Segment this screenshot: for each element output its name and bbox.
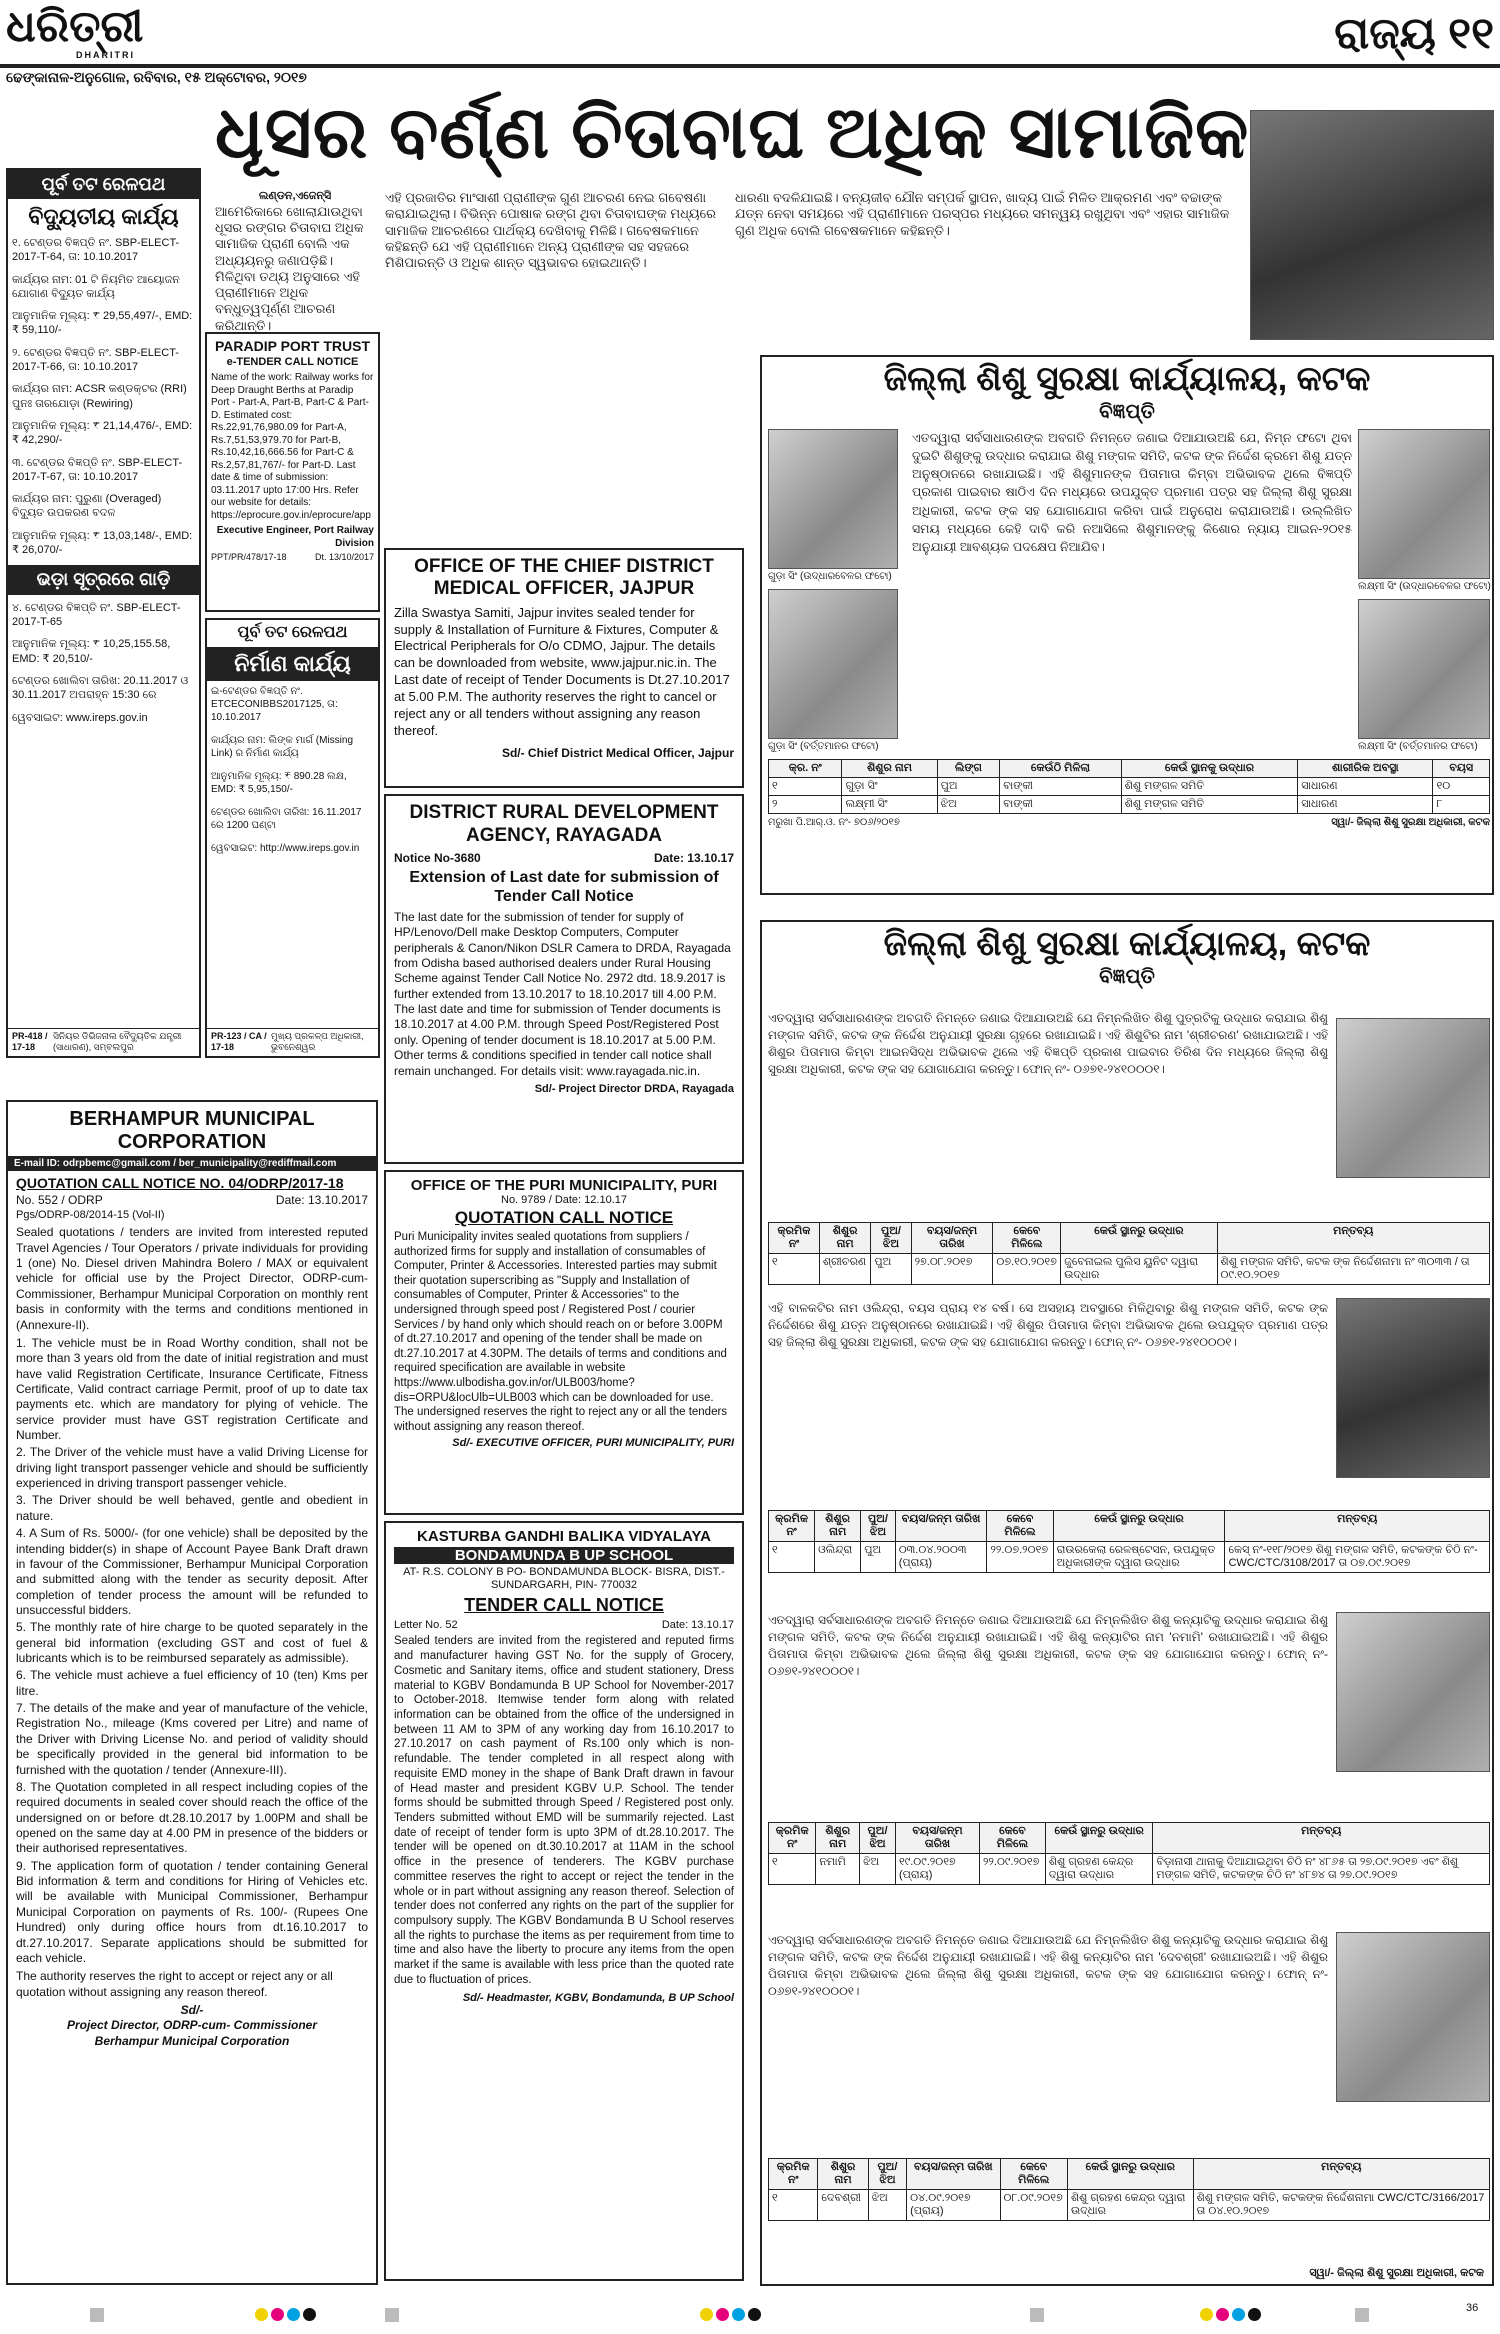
tender-item: ଟେଣ୍ଡର ଖୋଲିବା ତାରିଖ: 20.11.2017 ଓ 30.11.2017 ଅପରାହ୍ନ 15:30 ରେ [12,674,189,702]
table-header: କେଉଁ ସ୍ଥାନରୁ ଉଦ୍ଧାର [1053,1511,1225,1542]
bmc-sign [16,2003,368,2049]
table-header: ମନ୍ତବ୍ୟ [1217,1223,1489,1254]
color-dot [748,2308,761,2321]
logo-text: ଧରିତ୍ରୀ [6,2,144,51]
bmc-point: 7. The details of the make and year of manufacture of the vehicle, Registration No., mileage (Kms covered per Litre) and name of the Driver with Driving License No. and period of validity should be specifically provided in the general bid information to be furnished with the quotation / tender (Annexure-III). [16,1701,368,1777]
table-header: ପୁଅ/ଝିଅ [868,2159,906,2190]
paradip-title: PARADIP PORT TRUST [214,338,371,354]
color-dot [303,2308,316,2321]
color-dot [1200,2308,1213,2321]
table-row [769,796,1490,814]
table-header: ଶିଶୁର ନାମ [816,1823,860,1854]
dcpu1-footer [768,817,1490,828]
color-dot [287,2308,300,2321]
table-cell: ଶ୍ରୀଚରଣ [819,1254,871,1285]
infant-photo-shricharan [1336,1018,1490,1178]
table-cell: ଶିଶୁ ଗ୍ରହଣ କେନ୍ଦ୍ର ଦ୍ୱାରା ଉଦ୍ଧାର [1045,1854,1152,1885]
photo-caption: ଲକ୍ଷ୍ମୀ ସିଂ (ଉଦ୍ଧାରବେଳର ଫଟୋ) [1358,581,1491,592]
table-cell: ଲକ୍ଷ୍ମୀ ସିଂ [842,796,937,814]
table-header: ପୁଅ/ଝିଅ [860,1823,896,1854]
table-cell: ୧ [769,1542,815,1573]
dcpu2-sign: ସ୍ୱା/- ଜିଲ୍ଲା ଶିଶୁ ସୁରକ୍ଷା ଅଧିକାରୀ, କଟକ [1309,2267,1484,2279]
table-header: ବୟସ/ଜନ୍ମ ତାରିଖ [895,1511,987,1542]
drda-sign: Sd/- Project Director DRDA, Rayagada [534,1082,734,1095]
puri-municipality-ad [384,1170,744,1515]
bmc-ref-row [16,1193,368,1208]
table-cell: ବାଙ୍କୀ [1000,796,1121,814]
color-dot [1248,2308,1261,2321]
byline: ଲଣ୍ଡନ,ଏଜେନ୍ସି [258,190,332,202]
table-cell: ପୁଅ [871,1254,911,1285]
dcpu2-s4-table [768,2158,1490,2221]
table-header: କ୍ରମିକ ନଂ [769,1511,815,1542]
table-header-row [769,1511,1490,1542]
cmyk-dots [255,2308,319,2326]
table-cell: ୧ [769,1254,820,1285]
table-header: କେଉଁ ସ୍ଥାନକୁ ଉଦ୍ଧାର [1121,760,1298,778]
table-header: ଶିଶୁର ନାମ [819,1223,871,1254]
dcpu1-subtitle: ବିଜ୍ଞପ୍ତି [1099,401,1155,423]
drda-title: DISTRICT RURAL DEVELOPMENT AGENCY, RAYAGADA [409,802,719,846]
table-cell: ୦୪.୦୯.୨୦୧୭ (ପ୍ରାୟ) [907,2190,1000,2221]
logo-subtext: DHARITRI [76,50,135,60]
table-cell: ୨୨.୦୭.୨୦୧୭ [987,1542,1053,1573]
kgbv-date: Date: 13.10.17 [661,1619,734,1632]
ecor-construction-ad [205,618,380,1058]
table-header: ଶିଶୁର ନାମ [842,760,937,778]
paradip-port-ad [205,332,380,612]
ecor2-title: ପୂର୍ବ ତଟ ରେଳପଥ [237,624,348,641]
kgbv-subtitle: TENDER CALL NOTICE [464,1595,664,1616]
dcpu2-s2-body: ଏହି ବାଳକଟିର ନାମ ଓଲିନ୍ଦ୍ରା, ବୟସ ପ୍ରାୟ ୧୪ ବର୍ଷ। ସେ ଅସହାୟ ଅବସ୍ଥାରେ ମିଳିଥିବାରୁ ଶିଶୁ ମଙ୍ଗଳ ସମିତି, କଟକ ଙ୍କ ନିର୍ଦ୍ଦେଶରେ ଶିଶୁ ଯତ୍ନ ଅନୁଷ୍ଠାନରେ ରଖାଯାଇଛି। ଏହି ଶିଶୁର ପିତାମାତା କିମ୍ବା ଅଭିଭାବକ ଥିଲେ ଉପଯୁକ୍ତ ପ୍ରମାଣ ପତ୍ର ସହ ଜିଲ୍ଲା ଶିଶୁ ସୁରକ୍ଷା ଅଧିକାରୀ, କଟକ ଙ୍କ ସହ ଯୋଗାଯୋଗ କରନ୍ତୁ। ଫୋନ୍ ନଂ- ୦୬୭୧-୨୪୧୦୦୦୧। [768,1301,1328,1350]
table-header: ମନ୍ତବ୍ୟ [1193,2159,1489,2190]
table-header: କେଉଁଠି ମିଳିଲା [1000,760,1121,778]
color-dot [1232,2308,1245,2321]
tender-item: ୩. ଟେଣ୍ଡର ବିଜ୍ଞପ୍ତି ନଂ. SBP-ELECT-2017-T-67, ତା: 10.10.2017 [12,456,183,483]
table-header: ବୟସ [1433,760,1490,778]
table-header: ଶିଶୁର ନାମ [818,2159,868,2190]
kgbv-title: KASTURBA GANDHI BALIKA VIDYALAYA [417,1528,711,1545]
kgbv-ref-row [394,1619,734,1631]
table-row [769,778,1490,796]
infant-photo-debashree [1336,1932,1490,2102]
table-header-row [769,1823,1490,1854]
table-header: ଲିଙ୍ଗ [937,760,1000,778]
photo-caption: ଗୁଡ଼ା ସିଂ (ଉଦ୍ଧାରବେଳର ଫଟୋ) [768,571,892,582]
tender-item: ୧. ଟେଣ୍ଡର ବିଜ୍ଞପ୍ତି ନଂ. SBP-ELECT-2017-T-64, ତା: 10.10.2017 [12,236,180,264]
bmc-point: 2. The Driver of the vehicle must have a valid Driving License for driving light transport passenger vehicle and should be sufficiently experienced in driving transport passenger vehicle. [16,1445,368,1491]
dcpu1-ref: ମରୁଖା ପି.ଆର୍.ଓ. ନଂ- ୭୦୬/୨୦୧୭ [768,817,900,828]
lead-story-text-1: ଆମେରିକାରେ ଖୋଲାଯାଉଥିବା ଧୂସର ରଙ୍ଗର ଚିତାବାଘ ଅଧିକ ସାମାଜିକ ପ୍ରାଣୀ ବୋଲି ଏକ ଅଧ୍ୟୟନରୁ ଜଣାପଡ଼ିଛି। ମିଳିଥିବା ତଥ୍ୟ ଅନୁସାରେ ଏହି ପ୍ରାଣୀମାନେ ଅଧିକ ବନ୍ଧୁତ୍ୱପୂର୍ଣ୍ଣ ଆଚରଣ କରିଥାନ୍ତି। [215,203,364,333]
table-cell: ସାଧାରଣ [1298,796,1433,814]
kgbv-school-name: BONDAMUNDA B UP SCHOOL [394,1547,734,1564]
table-cell: ବାଙ୍କୀ [1000,778,1121,796]
child-photo-laxmi-current [1358,599,1490,739]
bmc-sign-line: Sd/- [180,2002,204,2017]
table-cell: ଗୁଡ଼ା ସିଂ [842,778,937,796]
bmc-intro: Sealed quotations / tenders are invited from interested reputed Travel Agencies / Tour Operators / private individuals for providing 1 (one) No. Diesel driven Mahindra Bolero / MAX or equivalent vehicle for official use by the Project Director, ODRP-cum-Commissioner, Berhampur Municipal Corporation on monthly rent basis in conformity with the terms and conditions mentioned in (Annexure-II). [16,1225,368,1332]
cdmo-sign: Sd/- Chief District Medical Officer, Jajpur [501,745,734,760]
table-cell: ୦୭.୧୦.୨୦୧୭ [993,1254,1061,1285]
cdmo-title: OFFICE OF THE CHIEF DISTRICT MEDICAL OFFICER, JAJPUR [414,556,714,599]
dcpu2-s1-body: ଏତଦ୍ୱାରା ସର୍ବସାଧାରଣଙ୍କ ଅବଗତି ନିମନ୍ତେ ଜଣାଇ ଦିଆଯାଉଅଛି ଯେ ନିମ୍ନଲିଖିତ ଶିଶୁ ପୁତ୍ରଟିକୁ ଉଦ୍ଧାର କରାଯାଇ ଶିଶୁ ମଙ୍ଗଳ ସମିତି, କଟକ ଙ୍କ ନିର୍ଦ୍ଦେଶ ଅନୁଯାୟୀ ସୁରକ୍ଷା ଗୃହରେ ରଖାଯାଇଛି। ଏହି ଶିଶୁଟିର ନାମ 'ଶ୍ରୀଚରଣ' ରଖାଯାଇଅଛି। ଏହି ଶିଶୁର ପିତାମାତା କିମ୍ବା ଆଇନସିଦ୍ଧ ଅଭିଭାବକ ଥିଲେ ଏହି ବିଜ୍ଞପ୍ତି ପ୍ରକାଶ ପାଇବାର ତିରିଶ ଦିନ ମଧ୍ୟରେ ଜିଲ୍ଲା ଶିଶୁ ସୁରକ୍ଷା ଅଧିକାରୀ, କଟକ ଙ୍କ ସହ ଯୋଗାଯୋଗ କରନ୍ତୁ। ଫୋନ୍ ନଂ- ୦୬୭୧-୨୪୧୦୦୦୧। [768,1011,1328,1077]
bmc-point: 8. The Quotation completed in all respect including copies of the required documents in sealed cover should reach the office of the undersigned on or before dt.28.10.2017 by 1.00PM and shall be opened on the same day at 4.00 PM in presence of the bidders or their authorised representatives. [16,1779,368,1856]
pr-number: PR-123 / CA / 17-18 [211,1030,267,1053]
table-header: କେଉଁ ସ୍ଥାନରୁ ଉଦ୍ଧାର [1061,1223,1217,1254]
tender-item: କାର୍ଯ୍ୟର ନାମ: ପୁରୁଣା (Overaged) ବିଦ୍ୟୁତ ଉପକରଣ ବଦଳ [12,493,162,520]
drda-ref-row [394,851,734,865]
bmc-closing: The authority reserves the right to accept or reject any or all quotation without assigning any reason thereof. [16,1969,333,1999]
dcpu2-subtitle: ବିଜ୍ଞପ୍ତି [1099,966,1155,988]
dcpu1-table [768,759,1490,828]
tender-item: ୪. ଟେଣ୍ଡର ବିଜ୍ଞପ୍ତି ନଂ. SBP-ELECT-2017-T-65 [12,601,181,629]
bmc-sign-line: Berhampur Municipal Corporation [94,2033,290,2048]
lead-story-col1 [215,190,375,340]
table-cell: ୧ [769,778,842,796]
table-header: କ୍ରମିକ ନଂ [769,1823,816,1854]
table-header: ମନ୍ତବ୍ୟ [1225,1511,1490,1542]
tender-item: କାର୍ଯ୍ୟର ନାମ: ACSR କଣ୍ଡକ୍ଟର (RRI) ପୁନଃ ତାରଯୋଡ଼ା (Rewiring) [12,383,187,410]
print-marks-bar [0,2296,1500,2334]
dcpu2-s4-body: ଏତଦ୍ୱାରା ସର୍ବସାଧାରଣଙ୍କ ଅବଗତି ନିମନ୍ତେ ଜଣାଇ ଦିଆଯାଉଅଛି ଯେ ନିମ୍ନଲିଖିତ ଶିଶୁ କନ୍ୟାଟିକୁ ଉଦ୍ଧାର କରାଯାଇ ଶିଶୁ ମଙ୍ଗଳ ସମିତି, କଟକ ଙ୍କ ନିର୍ଦ୍ଦେଶ ଅନୁଯାୟୀ ରଖାଯାଇଛି। ଏହି ଶିଶୁ କନ୍ୟାଟିର ନାମ 'ଦେବଶ୍ରୀ' ରଖାଯାଇଅଛି। ଏହି ଶିଶୁର ପିତାମାତା କିମ୍ବା ଅଭିଭାବକ ଥିଲେ ଜିଲ୍ଲା ଶିଶୁ ସୁରକ୍ଷା ଅଧିକାରୀ, କଟକ ଙ୍କ ସହ ଯୋଗାଯୋଗ କରନ୍ତୁ। ଫୋନ୍ ନଂ- ୦୬୭୧-୨୪୧୦୦୦୧। [768,1933,1328,1999]
puri-title: OFFICE OF THE PURI MUNICIPALITY, PURI [410,1177,718,1194]
paradip-sign: Executive Engineer, Port Railway Division [216,525,374,549]
color-dot [255,2308,268,2321]
table-header: ଶିଶୁର ନାମ [815,1511,861,1542]
cdmo-jajpur-ad [384,548,744,788]
bmc-point: 3. The Driver should be well behaved, gentle and obedient in nature. [16,1493,368,1523]
table-cell: ୧୯.୦୯.୨୦୧୭ (ପ୍ରାୟ) [896,1854,980,1885]
bmc-sign-line: Project Director, ODRP-cum- Commissioner [66,2018,318,2033]
table-header: କେବେ ମିଳିଲେ [993,1223,1061,1254]
tender-item: ଆନୁମାନିକ ମୂଲ୍ୟ: ₹ 10,25,155.58, EMD: ₹ 20,510/- [12,638,171,665]
child-photo-olindra [1336,1298,1490,1478]
color-dot [716,2308,729,2321]
registration-mark [1030,2308,1044,2322]
issuer: ମୁଖ୍ୟ ପ୍ରକଳ୍ପ ଅଧିକାରୀ, ଭୁବନେଶ୍ୱର [271,1030,364,1053]
table-row [769,1254,1490,1285]
ecor-tender-subtitle-2: ଭଡ଼ା ସୂତ୍ରରେ ଗାଡ଼ି [8,565,199,594]
bmc-date: Date: 13.10.2017 [275,1192,368,1207]
bmc-point: 6. The vehicle must achieve a fuel efficiency of 10 (ten) Kms per litre. [16,1668,368,1698]
ecor2-footer [207,1028,378,1056]
kgbv-body: Sealed tenders are invited from the registered and reputed firms and manufacturer having GST No. for the supply of Grocery, Cosmetic and Sanitary items, office and student stationery, Dress material to KGBV Bondamunda B UP School for November-2017 to October-2018. Itemwise tender form along with related information can be obtained from the office of the undersigned in between 11 AM to 3PM of any working day from 16.10.2017 to 27.10.2017 on cash payment of Rs.100 only which is non-refundable. The tender completed in all respect along with requisite EMD money in the shape of Bank Draft drawn in favour of Head master and president KGBV U.P. School. The tender forms should be submitted through Speed / Registered post only. Tenders submitted without EMD will be summarily rejected. Last date of receipt of tender form is upto 3PM of dt.28.10.2017. The tender will be opened on dt.30.10.2017 at 11AM in the school office in the presence of tenderers. The KGBV purchase committee reserves the right to accept or reject the tender in the whole or in part without assigning any reason thereof. Selection of tender does not conferred any rights on the part of the supplier for compulsory supply. The KGBV Bondamunda B U School reserves all the rights to purchase the items as per requirement from time to time and also have the liberty to procure any items from the open market if the same is available with less price than the quoted rate due to fluctuation of prices. [394,1635,734,1986]
tender-item: ୨. ଟେଣ୍ଡର ବିଜ୍ଞପ୍ତି ନଂ. SBP-ELECT-2017-T-66, ତା: 10.10.2017 [12,346,179,374]
table-cell: ଶିଶୁ ମଙ୍ଗଳ ସମିତି [1121,796,1298,814]
table-cell: ୨୨.୦୯.୨୦୧୭ [979,1854,1045,1885]
table-row [769,1542,1490,1573]
dcpu-notice-1 [760,355,1494,895]
table-cell: ଝିଅ [937,796,1000,814]
tender-item: ଆନୁମାନିକ ମୂଲ୍ୟ: ₹ 29,55,497/-, EMD: ₹ 59,110/- [12,310,193,337]
table-row [769,2190,1490,2221]
bmc-notice-no: QUOTATION CALL NOTICE NO. 04/ODRP/2017-18 [16,1175,344,1191]
issuer: ସିନିୟର ଡିଭିଜନାଲ ବୈଦ୍ୟୁତିକ ଯନ୍ତ୍ରୀ (ସାଧାରଣ), ସମ୍ବଲପୁର [52,1030,182,1053]
child-photo-guda-rescue [768,429,898,569]
registration-mark [385,2308,399,2322]
table-cell: ୧୦ [1433,778,1490,796]
table-cell: ଦେବଶ୍ରୀ [818,2190,868,2221]
leopard-cubs-photo [1250,110,1494,340]
drda-date: Date: 13.10.17 [653,850,734,865]
dcpu2-title: ଜିଲ୍ଲା ଶିଶୁ ସୁରକ୍ଷା କାର୍ଯ୍ୟାଳୟ, କଟକ [883,925,1371,963]
bmc-point: 1. The vehicle must be in Road Worthy condition, shall not be more than 3 years old from the date of initial registration and must have valid Registration Certificate, Insurance Certificate, Fitness Certificate, Valid contract carriage Permit, proof of up to date tax payments etc. which are mandatory for plying of vehicle. The service provider must have GST registration Certificate and Number. [16,1335,368,1443]
puri-sign: Sd/- EXECUTIVE OFFICER, PURI MUNICIPALITY, PURI [452,1437,734,1450]
table-cell: ଶିଶୁ ଗ୍ରହଣ କେନ୍ଦ୍ର ଦ୍ୱାରା ଉଦ୍ଧାର [1067,2190,1193,2221]
table-cell: ୨ [769,796,842,814]
table-header-row [769,1223,1490,1254]
ecor-tender-ad [6,168,201,1058]
color-dot [1216,2308,1229,2321]
table-cell: ୨୭.୦୮.୨୦୧୭ [911,1254,993,1285]
table-header: ବୟସ/ଜନ୍ମ ତାରିଖ [907,2159,1000,2190]
table-cell: ଶିଶୁ ମଙ୍ଗଳ ସମିତି [1121,778,1298,796]
ecor-tender-title: ପୂର୍ବ ତଟ ରେଳପଥ [8,170,199,199]
dcpu1-sign: ସ୍ୱା/- ଜିଲ୍ଲା ଶିଶୁ ସୁରକ୍ଷା ଅଧିକାରୀ, କଟକ [1331,817,1490,828]
dcpu1-title: ଜିଲ୍ଲା ଶିଶୁ ସୁରକ୍ଷା କାର୍ଯ୍ୟାଳୟ, କଟକ [883,360,1371,398]
table-cell: ୮ [1433,796,1490,814]
table-cell: ଶିଶୁ ମଙ୍ଗଳ ସମିତି, କଟକଙ୍କ ନିର୍ଦ୍ଦେଶନାମା CWC/CTC/3166/2017 ତା ୦୪.୧୦.୨୦୧୭ [1193,2190,1489,2221]
page-number: 36 [1466,2302,1479,2314]
table-header: କେବେ ମିଳିଲେ [1000,2159,1067,2190]
table-header-row [769,2159,1490,2190]
tender-item: ଟେଣ୍ଡର ଖୋଲିବା ତାରିଖ: 16.11.2017 ରେ 1200 ଘଣ୍ଟା [211,807,362,832]
masthead-rule [0,64,1500,68]
color-dot [732,2308,745,2321]
tender-item: ଆନୁମାନିକ ମୂଲ୍ୟ: ₹ 13,03,148/-, EMD: ₹ 26,070/- [12,529,193,557]
color-dot [271,2308,284,2321]
bmc-pgs: Pgs/ODRP-08/2014-15 (Vol-II) [16,1209,165,1222]
table-header: ପୁଅ/ଝିଅ [871,1223,911,1254]
pr-number: PR-418 / 17-18 [12,1030,48,1053]
table-header: କେବେ ମିଳିଲେ [987,1511,1053,1542]
table-cell: ପୁଅ [937,778,1000,796]
ecor-tender-footer [8,1028,199,1056]
table-header: ମନ୍ତବ୍ୟ [1153,1823,1490,1854]
puri-body: Puri Municipality invites sealed quotations from suppliers / authorized firms for supply and installation of consumables of Computer, Printer & Accessories. Interested parties may submit their quotation superscribing as "Supply and Installation of consumables of Computer, Printer & Accessories" to the undersigned through speed post / Registered Post / courier Services / by hand only which should reach on or before 3.00PM of dt.27.10.2017 and opening of the tender shall be made on dt.27.10.2017 at 4.30PM. The details of terms and conditions and required specification are available in website https://www.ulbodisha.gov.in/or/ULB003/home?dis=ORPU&locUlb=ULB003 which can be downloaded for use. The undersigned reserves the right to reject any or all the tenders without assigning any reason thereof. [394,1231,728,1433]
table-cell: ପୁଅ [861,1542,895,1573]
tender-item: କାର୍ଯ୍ୟର ନାମ: ଲିଙ୍କ ମାର୍ଗ (Missing Link) ର ନିର୍ମାଣ କାର୍ଯ୍ୟ [211,735,354,760]
dcpu2-s2-table [768,1510,1490,1573]
table-header: କ୍ରମିକ ନଂ [769,2159,818,2190]
bmc-point: 4. A Sum of Rs. 5000/- (for one vehicle) shall be deposited by the intending bidder(s) in shape of Account Payee Bank Draft drawn in favour of the Commissioner, Berhampur Municipal Corporation and submitted along with the tender as security deposit. After completion of tender process the amount will be refunded to unsuccessful bidders. [16,1526,368,1617]
table-cell: ୧ [769,2190,818,2221]
table-cell: ନମାମି [816,1854,860,1885]
drda-rayagada-ad [384,794,744,1164]
table-header: ବୟସ/ଜନ୍ମ ତାରିଖ [896,1823,980,1854]
table-cell: ଝିଅ [868,2190,906,2221]
puri-ref: No. 9789 / Date: 12.10.17 [501,1194,627,1206]
table-cell: କେସ୍ ନଂ-୧୧୮/୨୦୧୭ ଶିଶୁ ମଙ୍ଗଳ ସମିତି, କଟକଙ୍କ ଚିଠି ନଂ-CWC/CTC/3108/2017 ତା ୦୭.୦୯.୨୦୧୭ [1225,1542,1490,1573]
bmc-no: No. 552 / ODRP [16,1192,103,1207]
table-header: କେଉଁ ସ୍ଥାନରୁ ଉଦ୍ଧାର [1045,1823,1152,1854]
dcpu1-body: ଏତଦ୍ୱାରା ସର୍ବସାଧାରଣଙ୍କ ଅବଗତି ନିମନ୍ତେ ଜଣାଇ ଦିଆଯାଉଅଛି ଯେ, ନିମ୍ନ ଫଟୋ ଥିବା ଦୁଇଟି ଶିଶୁଙ୍କୁ ଉଦ୍ଧାର କରାଯାଇ ଶିଶୁ ମଙ୍ଗଳ ସମିତି, କଟକ ଙ୍କ ନିର୍ଦ୍ଦେଶ କ୍ରମେ ଶିଶୁ ଯତ୍ନ ଅନୁଷ୍ଠାନରେ ରଖାଯାଇଛି। ଏହି ଶିଶୁମାନଙ୍କ ପିତାମାତା କିମ୍ବା ଅଭିଭାବକ ଥିଲେ ବିଜ୍ଞପ୍ତି ପ୍ରକାଶ ପାଇବାର ଷାଠିଏ ଦିନ ମଧ୍ୟରେ ଉପଯୁକ୍ତ ପ୍ରମାଣ ପତ୍ର ସହ ଜିଲ୍ଲା ଶିଶୁ ସୁରକ୍ଷା ଅଧିକାରୀ, କଟକ ଙ୍କ ସହ ଯୋଗାଯୋଗ କରିବା ପାଇଁ ଅନୁରୋଧ କରାଯାଉଅଛି। ଉଲ୍ଲିଖିତ ସମୟ ମଧ୍ୟରେ କେହି ଦାବି କରି ନଆସିଲେ ଶିଶୁମାନଙ୍କୁ କିଶୋର ନ୍ୟାୟ ଆଇନ-୨୦୧୫ ଅନୁଯାୟୀ ଆବଶ୍ୟକ ପଦକ୍ଷେପ ନିଆଯିବ। [912,431,1352,554]
table-cell: ରାଉରକେଲା ରେଳଷ୍ଟେସନ, ଉପଯୁକ୍ତ ଅଧିକାରୀଙ୍କ ଦ୍ୱାରା ଉଦ୍ଧାର [1053,1542,1225,1573]
child-photo-laxmi-rescue [1358,429,1490,579]
table-cell: ଝିଅ [860,1854,896,1885]
cmyk-dots [1200,2308,1264,2326]
tender-item: କାର୍ଯ୍ୟର ନାମ: 01 ଟି ନିୟମିତ ଆୟୋଜନ ଯୋଗାଣ ବିଦ୍ୟୁତ କାର୍ଯ୍ୟ [12,273,180,300]
table-cell: ୦୩.୦୪.୨୦୦୩ (ପ୍ରାୟ) [895,1542,987,1573]
table-cell: ଜୁବେନାଇଲ ପୁଲିସ ୟୁନିଟ ଦ୍ୱାରା ଉଦ୍ଧାର [1061,1254,1217,1285]
drda-notice-no: Notice No-3680 [394,850,481,865]
puri-subtitle: QUOTATION CALL NOTICE [454,1208,674,1227]
drda-body: The last date for the submission of tender for supply of HP/Lenovo/Dell make Desktop Computers, Computer peripherals & Canon/Nikon DSLR Camera to DRDA, Rayagada from Odisha based authorised dealers under Rural Housing Scheme against Tender Call Notice No. 2972 dtd. 18.9.2017 is further extended from 13.10.2017 to 18.10.2017 till 4.00 P.M. The last date and time for submission of Tender documents is 18.10.2017 at 4.00 P.M. through Speed Post/Registered Post only. Opening of tender document is 18.10.2017 at 5.00 P.M. Other terms & conditions specified in tender call notice shall remain unchanged. For details visit: www.rayagada.nic.in. [394,909,731,1078]
kgbv-address: AT- R.S. COLONY B PO- BONDAMUNDA BLOCK- BISRA, DIST.- SUNDARGARH, PIN- 770032 [403,1566,725,1592]
lead-headline: ଧୂସର ବର୍ଣ୍ଣ ଚିତାବାଘ ଅଧିକ ସାମାଜିକ [215,93,1250,173]
table-header: ବୟସ/ଜନ୍ମ ତାରିଖ [911,1223,993,1254]
paradip-date: Dt. 13/10/2017 [314,552,374,563]
dcpu-notice-2 [760,920,1494,2286]
dateline: ଢେଙ୍କାନାଳ-ଅନୁଗୋଳ, ରବିବାର, ୧୫ ଅକ୍ଟୋବର, ୨୦୧୭ [6,69,307,85]
tender-item: ଆନୁମାନିକ ମୂଲ୍ୟ: ₹ 890.28 ଲକ୍ଷ, EMD: ₹ 5,95,150/- [211,771,347,796]
photo-caption: ଗୁଡ଼ା ସିଂ (ବର୍ତ୍ତମାନର ଫଟୋ) [768,741,879,752]
masthead-logo [6,4,206,62]
kgbv-sign: Sd/- Headmaster, KGBV, Bondamunda, B UP School [462,1991,734,2004]
registration-mark [90,2308,104,2322]
ecor-tender-subtitle: ବିଦ୍ୟୁତୀୟ କାର୍ଯ୍ୟ [28,204,179,230]
registration-mark [1355,2308,1369,2322]
color-dot [700,2308,713,2321]
lead-story-col2: ଏହି ପ୍ରଜାତିର ମାଂସାଶୀ ପ୍ରାଣୀଙ୍କ ଗୁଣ ଆଚରଣ ନେଇ ଗବେଷଣା କରାଯାଇଥିଲା। ବିଭିନ୍ନ ପୋଷାକ ରଙ୍ଗ ଥିବା ଚିତାବାଘଙ୍କ ମଧ୍ୟରେ ସାମାଜିକ ଆଚରଣରେ ପାର୍ଥକ୍ୟ ଦେଖିବାକୁ ମିଳିଛି। ଗବେଷକମାନେ କହିଛନ୍ତି ଯେ ଏହି ପ୍ରାଣୀମାନେ ଅନ୍ୟ ପ୍ରାଣୀଙ୍କ ସହ ସହଜରେ ମିଶିପାରନ୍ତି ଓ ଅଧିକ ଶାନ୍ତ ସ୍ୱଭାବର ହୋଇଥାନ୍ତି। [385,190,717,270]
photo-caption: ଲକ୍ଷ୍ମୀ ସିଂ (ବର୍ତ୍ତମାନର ଫଟୋ) [1358,741,1478,752]
kgbv-letter: Letter No. 52 [394,1619,458,1632]
tender-item: ୱେବସାଇଟ: www.ireps.gov.in [12,711,148,724]
dcpu2-s3-body: ଏତଦ୍ୱାରା ସର୍ବସାଧାରଣଙ୍କ ଅବଗତି ନିମନ୍ତେ ଜଣାଇ ଦିଆଯାଉଅଛି ଯେ ନିମ୍ନଲିଖିତ ଶିଶୁ କନ୍ୟାଟିକୁ ଉଦ୍ଧାର କରାଯାଇ ଶିଶୁ ମଙ୍ଗଳ ସମିତି, କଟକ ଙ୍କ ନିର୍ଦ୍ଦେଶ ଅନୁଯାୟୀ ରଖାଯାଇଛି। ଏହି ଶିଶୁ କନ୍ୟାଟିର ନାମ 'ନମାମି' ରଖାଯାଇଅଛି। ଏହି ଶିଶୁର ପିତାମାତା କିମ୍ବା ଅଭିଭାବକ ଥିଲେ ଜିଲ୍ଲା ଶିଶୁ ସୁରକ୍ଷା ଅଧିକାରୀ, କଟକ ଙ୍କ ସହ ଯୋଗାଯୋଗ କରନ୍ତୁ। ଫୋନ୍ ନଂ- ୦୬୭୧-୨୪୧୦୦୦୧। [768,1613,1328,1679]
child-photo-guda-current [768,589,898,739]
table-cell: ଓଲିନ୍ଦ୍ରା [815,1542,861,1573]
table-cell: ସାଧାରଣ [1298,778,1433,796]
drda-subtitle: Extension of Last date for submission of Tender Call Notice [409,868,719,905]
tender-item: ୱେବସାଇଟ: http://www.ireps.gov.in [211,843,360,855]
cdmo-body: Zilla Swastya Samiti, Jajpur invites sealed tender for supply & Installation of Furniture & Fixtures, Computer & Electrical Peripherals for O/o CDMO, Jajpur. The details can be downloaded from website, www.jajpur.nic.in. The Last date of receipt of Tender Documents is Dt.27.10.2017 at 5.00 P.M. The authority reserves the right to cancel or reject any or all tenders without assigning any reason thereof. [394,604,730,738]
table-cell: ବିଡ଼ାନାସୀ ଥାନାକୁ ଦିଆଯାଇଥିବା ଚିଠି ନଂ ୪୮୬୫ ତା ୨୭.୦୯.୨୦୧୭ ଏବଂ ଶିଶୁ ମଙ୍ଗଳ ସମିତି, କଟକଙ୍କ ଚିଠି ନଂ ୪୮୭୪ ତା ୨୭.୦୯.୨୦୧୭ [1153,1854,1490,1885]
dcpu2-s1-table [768,1222,1490,1285]
paradip-ref: PPT/PR/478/17-18 [211,552,287,563]
table-cell: ୦୮.୦୯.୨୦୧୭ [1000,2190,1067,2221]
page-section-label: ରାଜ୍ୟ ୧୧ [1334,9,1494,58]
table-header: ପୁଅ/ଝିଅ [861,1511,895,1542]
bmc-point: 9. The application form of quotation / tender containing General Bid information & term and conditions for Hiring of Vehicles etc. will be available with Municipal Commissioner, Berhampur Municipal Corporation on payments of Rs. 100/- (Rupees One Hundred) only during office hours from dt.16.10.2017 to dt.27.10.2017. Separate applications should be submitted for each vehicle. [16,1858,368,1965]
table-header: କେଉଁ ସ୍ଥାନରୁ ଉଦ୍ଧାର [1067,2159,1193,2190]
table-row [769,1854,1490,1885]
ecor-tender-items-2 [8,601,199,725]
table-header: କେବେ ମିଳିଲେ [979,1823,1045,1854]
paradip-subtitle: e-TENDER CALL NOTICE [226,355,359,368]
infant-photo-namami [1336,1612,1490,1772]
tender-item: ଇ-ଟେଣ୍ଡର ବିଜ୍ଞପ୍ତି ନଂ. ETCECONIBBS2017125, ତା: 10.10.2017 [211,686,338,724]
table-header: କ୍ରମିକ ନଂ [769,1223,820,1254]
bmc-point: 5. The monthly rate of hire charge to be quoted separately in the general bid information (excluding GST and cost of fuel & lubricants which is to be reimbursed separately as admissible). [16,1620,368,1666]
cmyk-dots [700,2308,764,2326]
ecor2-subtitle: ନିର୍ମାଣ କାର୍ଯ୍ୟ [207,647,378,682]
kgbv-tender-ad [384,1521,744,2281]
paradip-footer [211,552,374,563]
bmc-content [8,1171,376,2053]
table-cell: ୧ [769,1854,816,1885]
bmc-quotation-ad [6,1100,378,2285]
table-cell: ଶିଶୁ ମଙ୍ଗଳ ସମିତି, କଟକ ଙ୍କ ନିର୍ଦ୍ଦେଶନାମା ନଂ ୩୦୩୩ / ତା ୦୯.୧୦.୨୦୧୭ [1217,1254,1489,1285]
ecor-tender-items [8,236,199,557]
table-header: ଶାରୀରିକ ଅବସ୍ଥା [1298,760,1433,778]
ecor2-items [207,681,378,869]
bmc-title: BERHAMPUR MUNICIPAL CORPORATION [69,1108,315,1153]
bmc-email: E-mail ID: odrpbemc@gmail.com / ber_municipality@rediffmail.com [8,1156,376,1171]
dcpu2-s3-table [768,1822,1490,1885]
table-header-row [769,760,1490,778]
tender-item: ଆନୁମାନିକ ମୂଲ୍ୟ: ₹ 21,14,476/-, EMD: ₹ 42,290/- [12,419,193,447]
table-header: କ୍ର. ନଂ [769,760,842,778]
paradip-body: Name of the work: Railway works for Deep Draught Berths at Paradip Port - Part-A, Part-B, Part-C & Part-D. Estimated cost: Rs.22,91,76,980.09 for Part-A, Rs.7,51,53,979.70 for Part-B, Rs.10,42,16,666.56 for Part-C & Rs.2,57,81,767/- for Part-D. Last date & time of submission: 03.11.2017 upto 17:00 Hrs. Refer our website for details: https://eprocure.gov.in/eprocure/app [211,372,374,521]
lead-story-col3: ଧାରଣା ବଦଳିଯାଇଛି। ବନ୍ୟଜୀବ ଯୌନ ସମ୍ପର୍କ ସ୍ଥାପନ, ଖାଦ୍ୟ ପାଇଁ ମିଳିତ ଆକ୍ରମଣ ଏବଂ ବଚ୍ଚାଙ୍କ ଯତ୍ନ ନେବା ସମୟରେ ଏହି ପ୍ରାଣୀମାନେ ପରସ୍ପର ମଧ୍ୟରେ ସମନ୍ୱୟ ରଖୁଥିବା ଏବଂ ଏହାର ସାମାଜିକ ଗୁଣ ଅଧିକ ବୋଲି ଗବେଷକମାନେ କହିଛନ୍ତି। [735,190,1230,238]
